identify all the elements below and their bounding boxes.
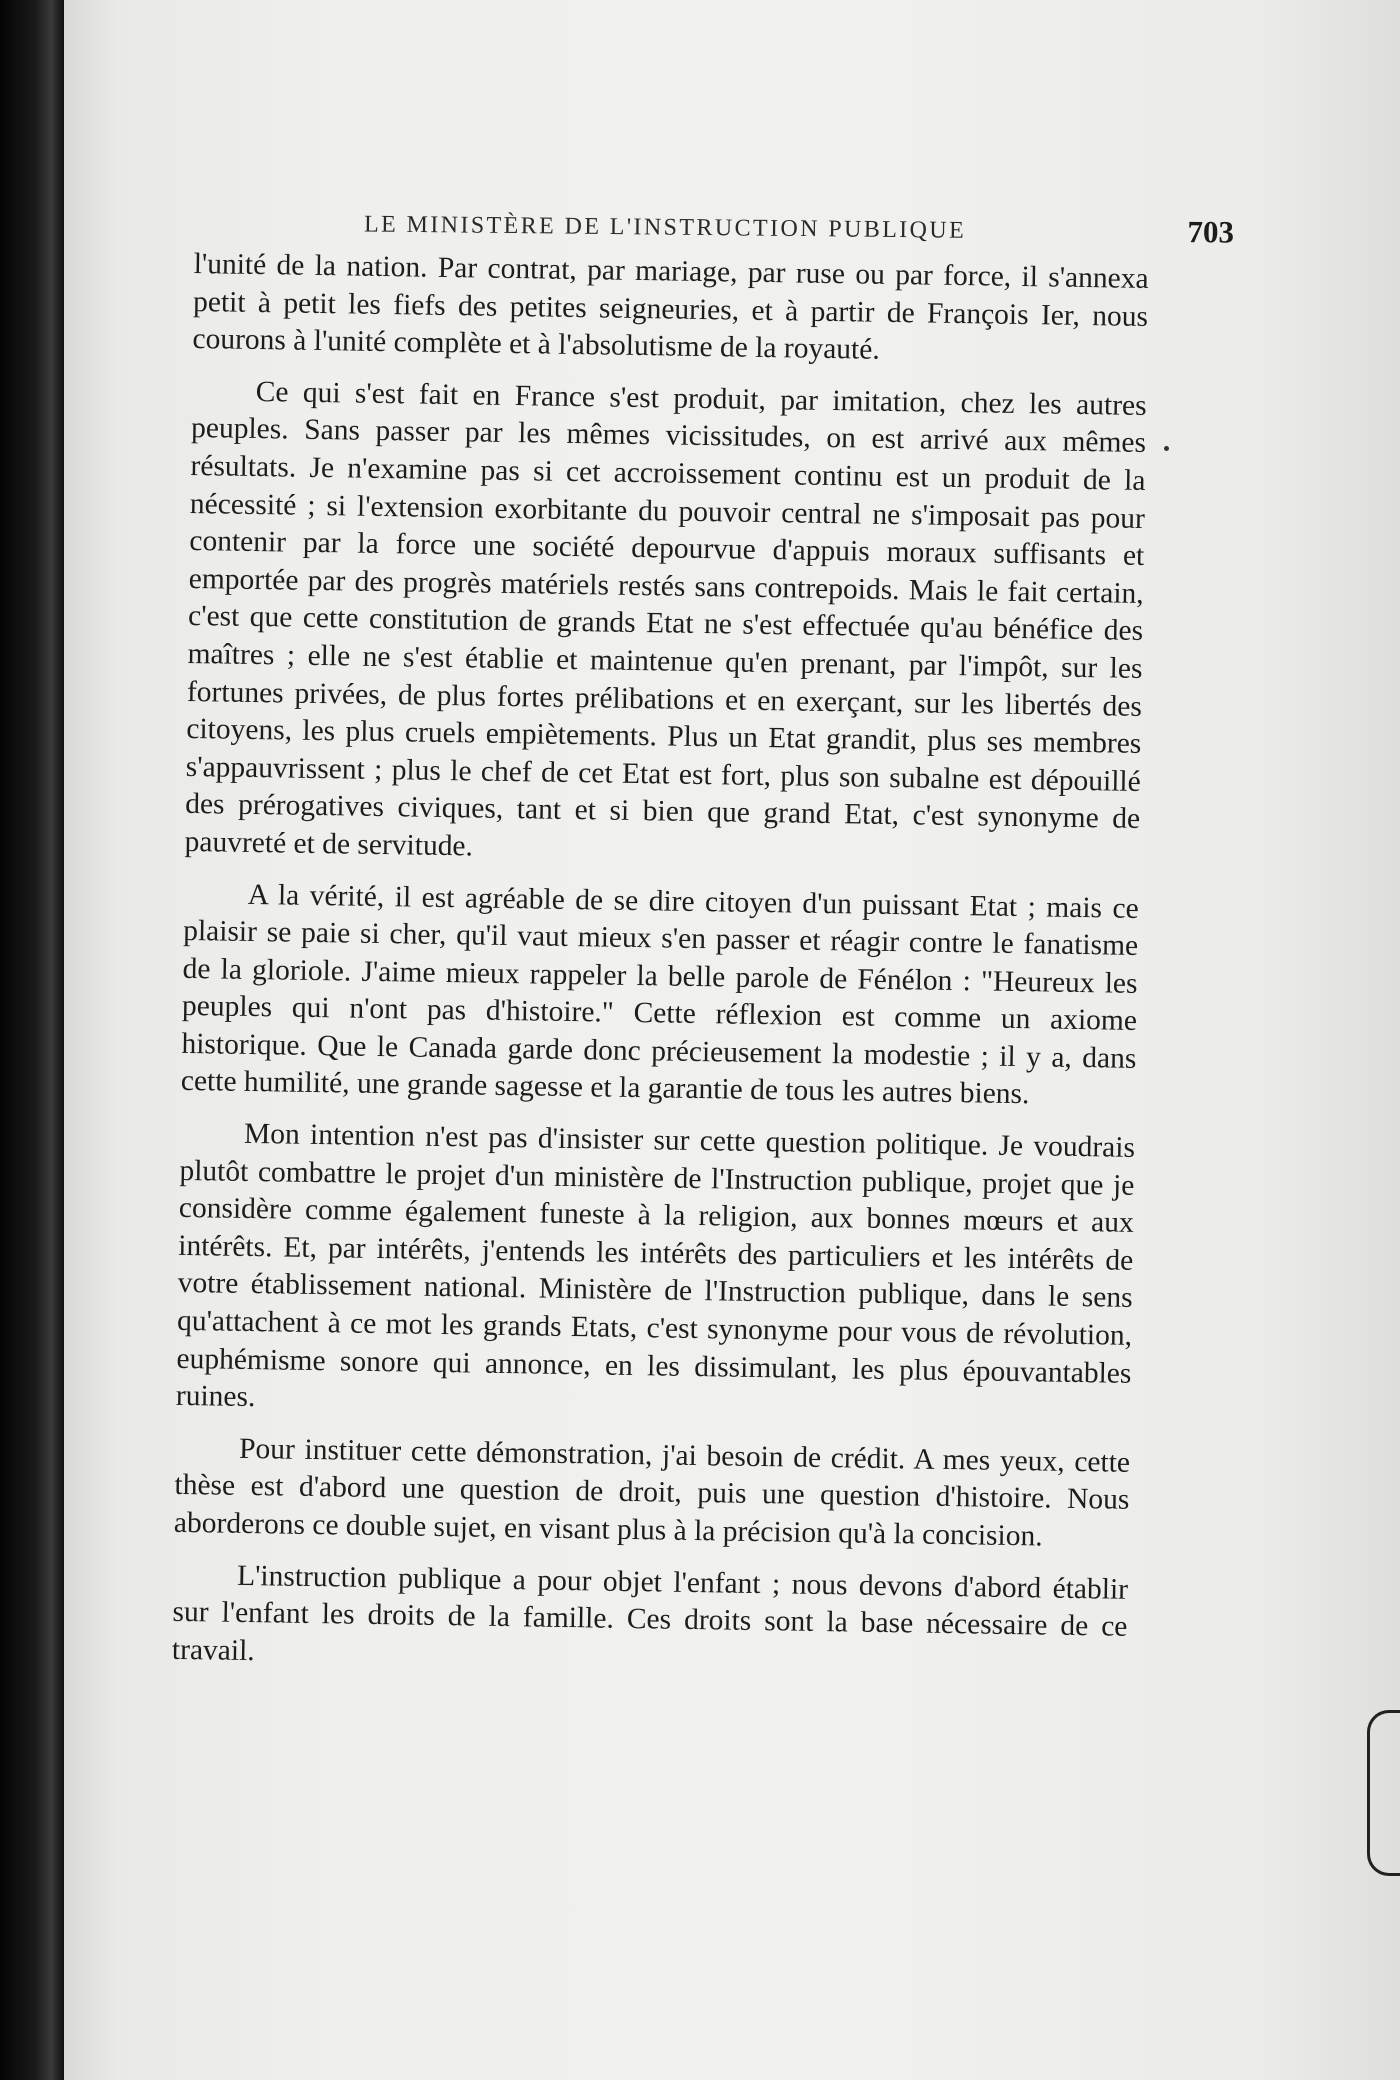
page-number: 703 — [1187, 214, 1235, 250]
paragraph: Pour instituer cette démonstration, j'ai besoin de crédit. A mes yeux, cette thèse est d'abord une question de droit, puis une question d'histoire. Nous aborderons ce double sujet, en visant plus à la précision qu'à la concision. — [173, 1432, 1131, 1553]
running-head: LE MINISTÈRE DE L'INSTRUCTION PUBLIQUE — [363, 211, 967, 244]
paragraph: l'unité de la nation. Par contrat, par mariage, par ruse ou par force, il s'annexa petit à petit les fiefs des petites seigneuries, et à partir de François Ier, nous courons à l'unité complète et à l'absolutisme de la royauté. — [192, 247, 1149, 366]
paragraph: A la vérité, il est agréable de se dire citoyen d'un puissant Etat ; mais ce plaisir se paie si cher, qu'il vaut mieux s'en passer et réagir contre le fanatisme de la gloriole. J'aime mieux rappeler la belle parole de Fénélon : "Heureux les peuples qui n'ont pas d'histoire." Cette réflexion est comme un axiome historique. Que le Canada garde donc précieusement la modestie ; il y a, dans cette humilité, une grande sagesse et la garantie de tous les autres biens. — [180, 878, 1139, 1111]
book-gutter — [0, 0, 64, 2080]
page-header — [364, 205, 1234, 254]
page-body — [171, 246, 1148, 1698]
paragraph: Mon intention n'est pas d'insister sur cette question politique. Je voudrais plutôt combattre le projet d'un ministère de l'Instruction publique, projet que je considère comme également funeste à la religion, aux bonnes mœurs et aux intérêts. Et, par intérêts, j'entends les intérêts des particuliers et les intérêts de votre établissement national. Ministère de l'Instruction publique, dans le sens qu'attachent à ce mot les grands Etats, c'est synonyme pour vous de révolution, euphémisme sonore qui annonce, en les dissimulant, les plus épouvantables ruines. — [175, 1117, 1136, 1414]
paragraph: Ce qui s'est fait en France s'est produit, par imitation, chez les autres peuples. Sans passer par les mêmes vicissitudes, on est arrivé aux mêmes résultats. Je n'examine pas si cet accroissement continu est un produit de la nécessité ; si l'extension exorbitante du pouvoir central ne s'imposait pas pour contenir par la force une société depourvue d'appuis moraux suffisants et emportée par des progrès matériels restés sans contrepoids. Mais le fait certain, c'est que cette constitution de grands Etat ne s'est effectuée qu'au bénéfice des maîtres ; elle ne s'est établie et maintenue qu'en prenant, par l'impôt, sur les fortunes privées, de plus fortes prélibations et en exerçant, sur les libertés des citoyens, les plus cruels empiètements. Plus un Etat grandit, plus ses membres s'appauvrissent ; plus le chef de cet Etat est fort, plus son subalne est dépouillé des prérogatives civiques, tant et si bien que grand Etat, c'est synonyme de pauvreté et de servitude. — [184, 375, 1147, 863]
margin-bracket-mark — [1367, 1710, 1400, 1876]
ink-speck — [1164, 446, 1169, 451]
paragraph: L'instruction publique a pour objet l'enfant ; nous devons d'abord établir sur l'enfant les droits de la famille. Ces droits sont la base nécessaire de ce travail. — [171, 1559, 1129, 1667]
book-page — [64, 0, 1400, 2080]
